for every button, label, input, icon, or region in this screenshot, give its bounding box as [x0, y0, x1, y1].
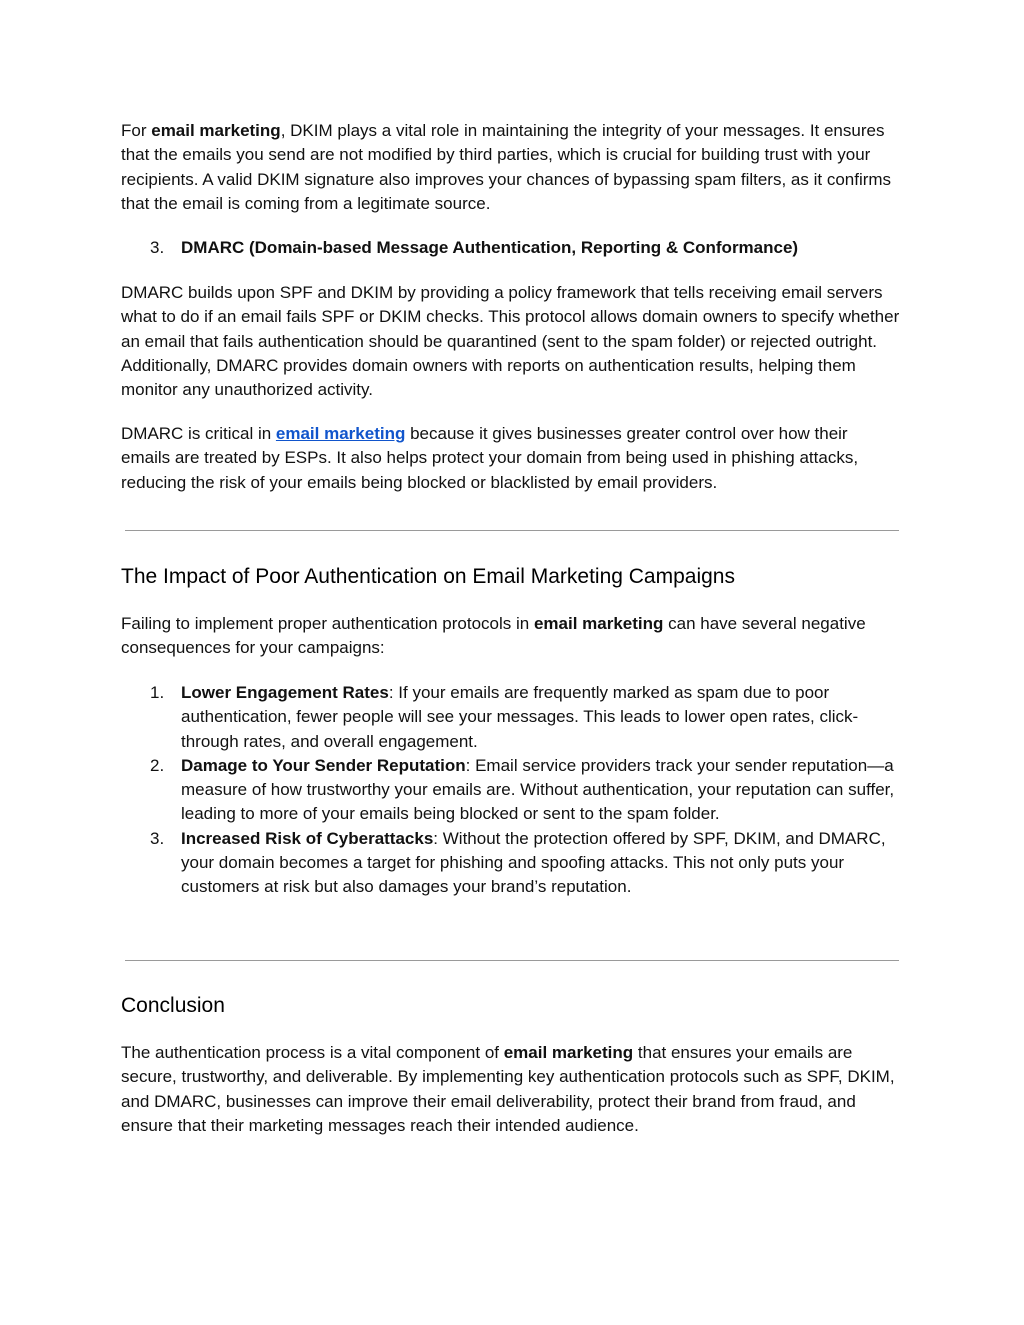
list-item-title: Lower Engagement Rates: [181, 683, 389, 702]
section-heading-impact: The Impact of Poor Authentication on Email Marketing Campaigns: [121, 565, 735, 588]
bold-term: email marketing: [151, 121, 281, 140]
list-item-text: : If your emails are frequently marked as spam due to poor authentication, fewer people will see your messages. This leads to lower open rates, click-through rates, and overall engagement.: [181, 683, 859, 751]
list-item: [121, 827, 901, 900]
text-run: that ensures your emails are secure, trustworthy, and deliverable. By implementing key authentication protocols such as SPF, DKIM, and DMARC, businesses can improve their email deliverability, protect their brand from fraud, and ensure that their marketing messages reach their intended audience.: [121, 1043, 895, 1135]
list-number: 1.: [150, 683, 165, 702]
text-run: For: [121, 121, 152, 140]
text-run: The authentication process is a vital component of: [121, 1043, 504, 1062]
paragraph-dmarc-overview: DMARC builds upon SPF and DKIM by providing a policy framework that tells receiving email servers what to do if an email fails SPF or DKIM checks. This protocol allows domain owners to specify whether an email that fails authentication should be quarantined (sent to the spam folder) or rejected outright. Additionally, DMARC provides domain owners with reports on authentication results, helping them monitor any unauthorized activity.: [121, 283, 900, 400]
list-item-dmarc: [121, 236, 961, 260]
horizontal-divider: [125, 530, 899, 531]
list-item-title: Increased Risk of Cyberattacks: [181, 828, 434, 848]
list-item-title: DMARC (Domain-based Message Authentication, Reporting & Conformance): [181, 238, 799, 257]
text-run: , DKIM plays a vital role in maintaining the integrity of your messages. It ensures that the emails you send are not modified by third parties, which is crucial for building trust with your recipients. A valid DKIM signature also improves your chances of bypassing spam filters, as it confirms that the email is coming from a legitimate source.: [121, 121, 892, 213]
horizontal-divider: [125, 960, 899, 961]
list-number: 2.: [150, 755, 165, 775]
paragraph-impact-intro: [121, 612, 901, 661]
bold-term: email marketing: [503, 1043, 634, 1062]
text-run: Failing to implement proper authentication protocols in: [121, 614, 534, 633]
email-marketing-link[interactable]: email marketing: [275, 424, 406, 443]
impact-list: [121, 681, 901, 900]
text-run: because it gives businesses greater control over how their emails are treated by ESPs. It also helps protect your domain from being used in phishing attacks, reducing the risk of your emails being blocked or blacklisted by email providers.: [121, 424, 859, 492]
bold-term: email marketing: [533, 614, 664, 633]
text-run: can have several negative consequences for your campaigns:: [121, 614, 866, 658]
paragraph-conclusion: [121, 1041, 901, 1138]
text-run: DMARC is critical in: [121, 424, 276, 443]
list-item-title: Damage to Your Sender Reputation: [181, 755, 466, 775]
paragraph-dkim-email-marketing: [121, 119, 901, 216]
list-item-text: : Email service providers track your sender reputation—a measure of how trustworthy your emails are. Without authentication, your reputation can suffer, leading to more of your emails being blocked or sent to the spam folder.: [181, 755, 895, 824]
list-item: [121, 681, 901, 754]
list-item: [121, 754, 901, 827]
list-number: 3.: [150, 238, 165, 257]
section-heading-conclusion: Conclusion: [121, 994, 225, 1017]
paragraph-dmarc-critical: [121, 422, 901, 495]
list-number: 3.: [150, 828, 165, 848]
list-item-text: : Without the protection offered by SPF, DKIM, and DMARC, your domain becomes a target for phishing and spoofing attacks. This not only puts your customers at risk but also damages your brand’s reputation.: [181, 828, 886, 897]
